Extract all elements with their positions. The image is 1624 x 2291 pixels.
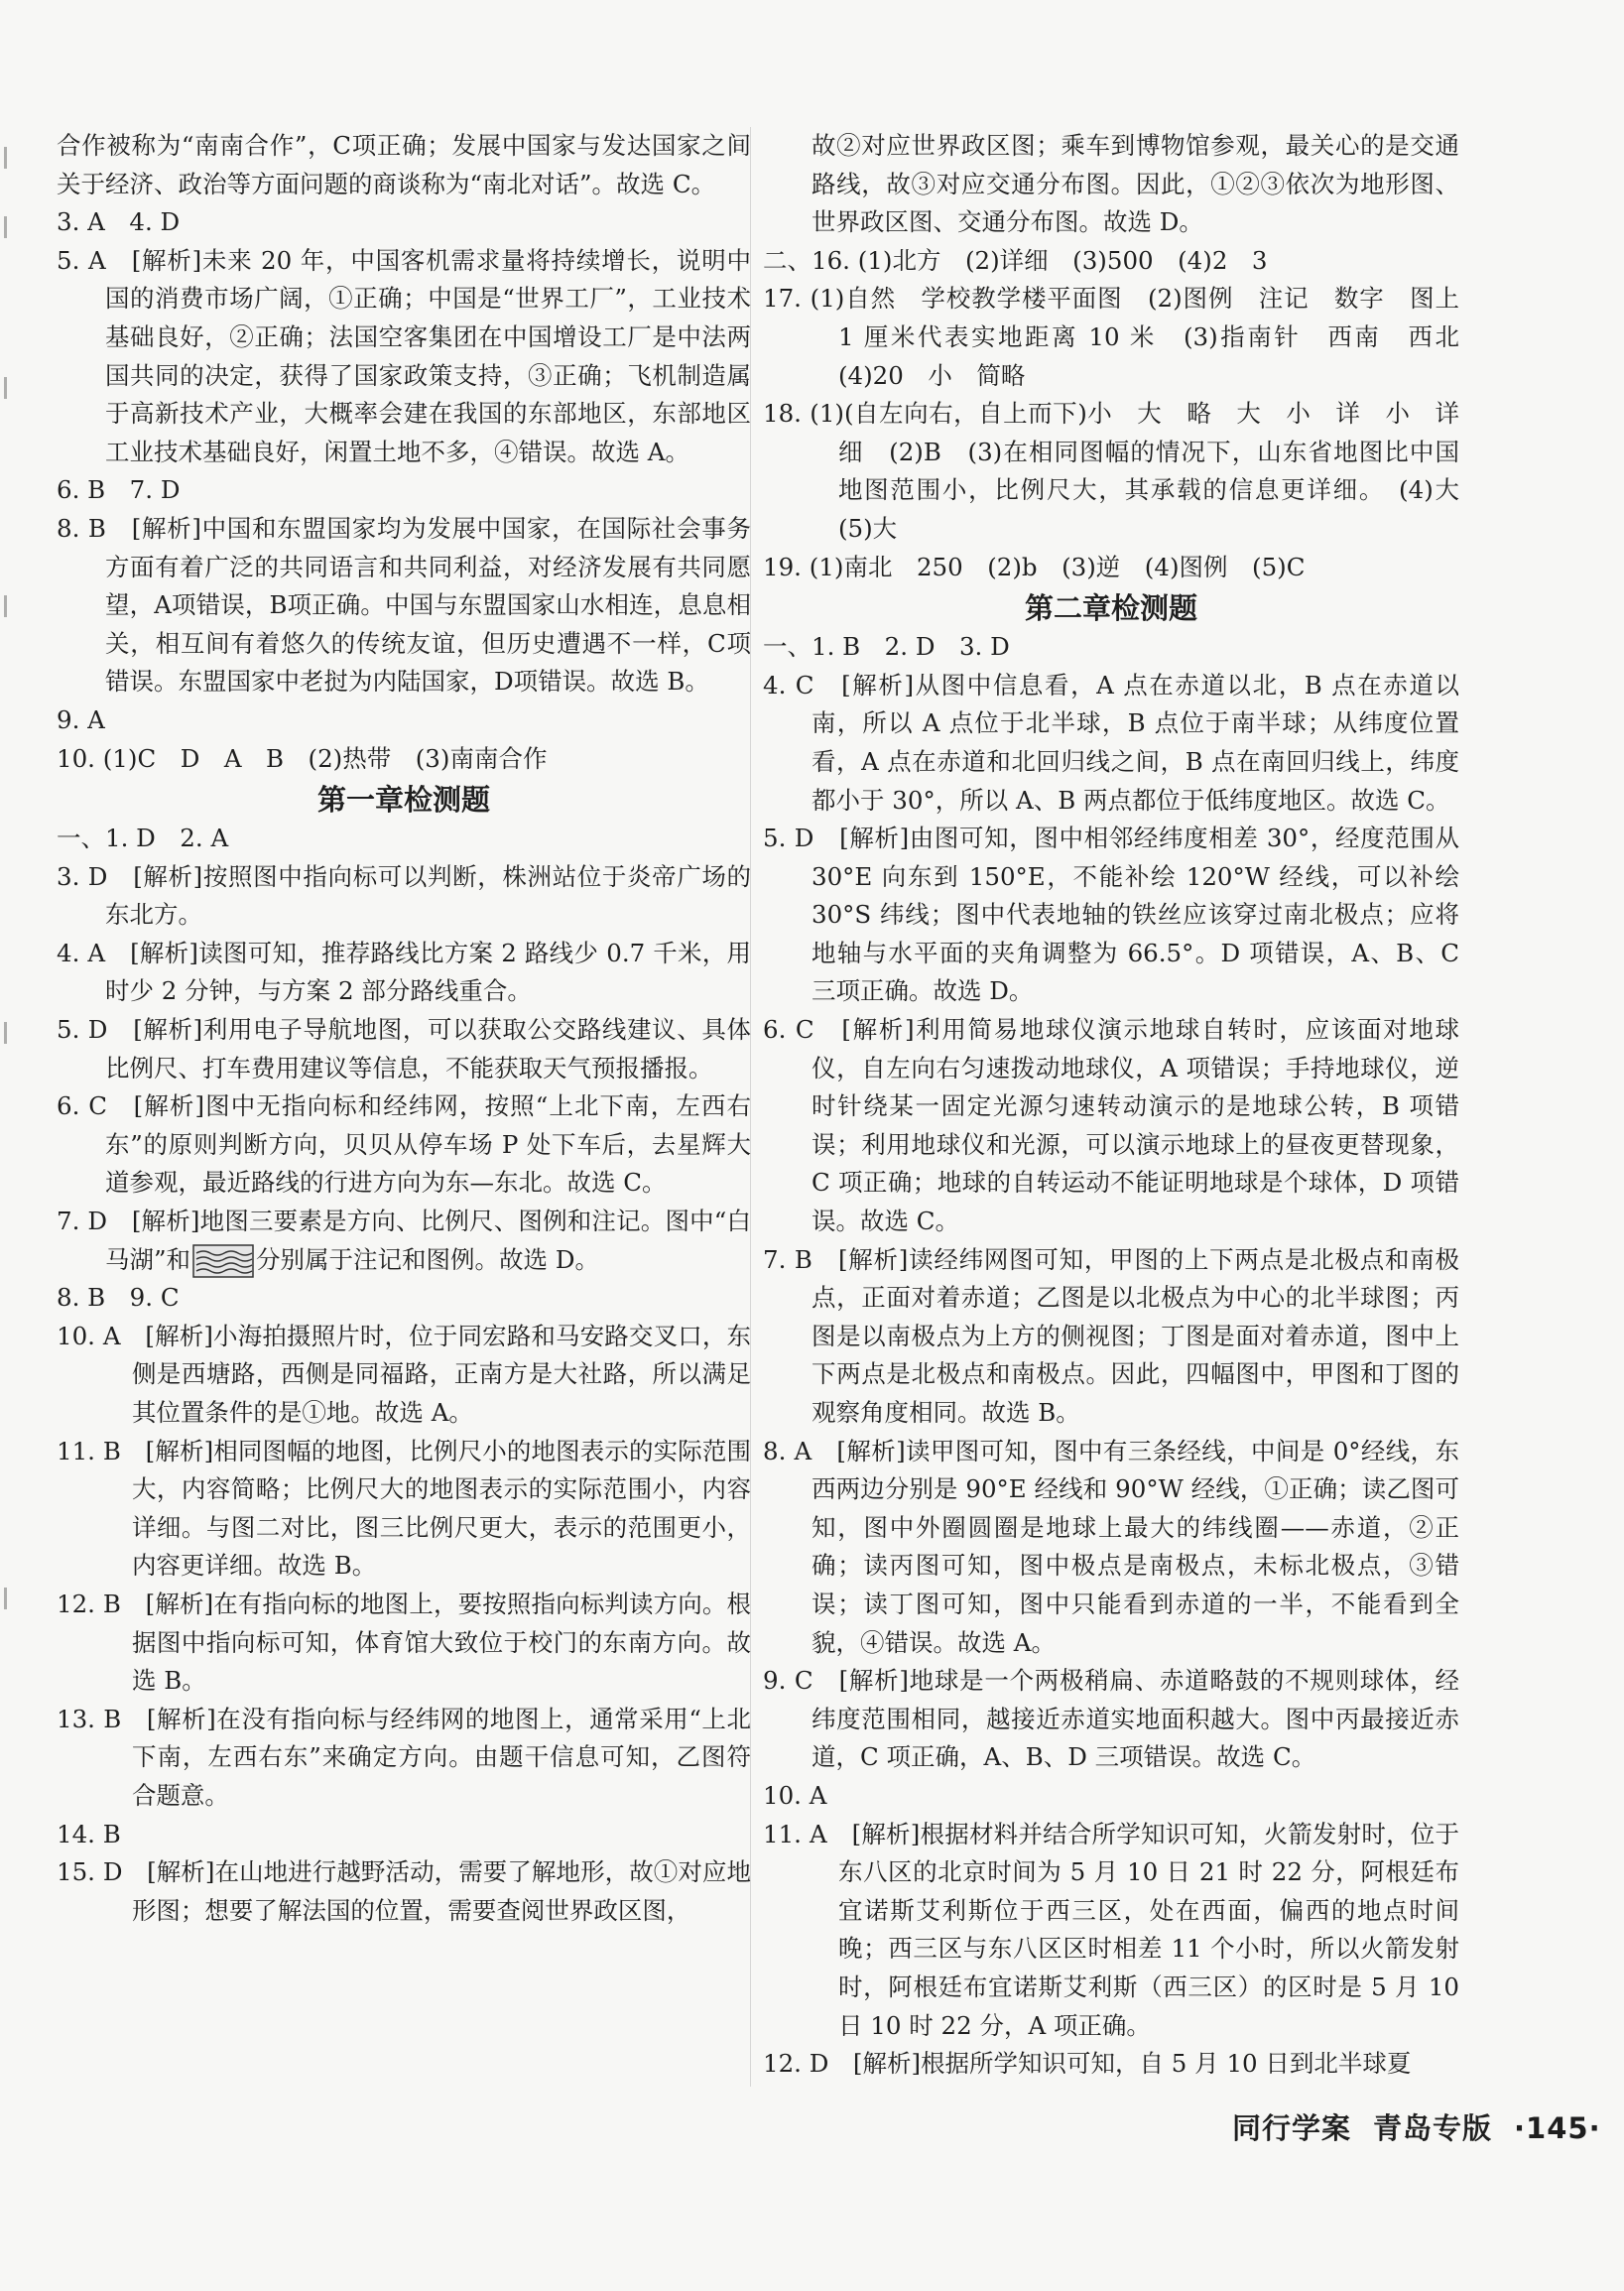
footer-brand: 同行学案 xyxy=(1232,2111,1352,2145)
binding-mark xyxy=(4,377,7,399)
left-column xyxy=(57,127,751,1930)
binding-mark xyxy=(4,216,7,238)
continued-answer: 合作被称为“南南合作”，C项正确；发展中国家与发达国家之间关于经济、政治等方面问题的商谈称为“南北对话”。故选 C。 xyxy=(57,131,751,198)
answer-item: 二、16. (1)北方 (2)详细 (3)500 (4)2 3 xyxy=(763,245,1268,275)
answer-item: 10. A xyxy=(763,1780,827,1810)
page-footer xyxy=(1232,2106,1601,2147)
answer-item: 14. B xyxy=(57,1819,121,1848)
answer-item: 12. B [解析]在有指向标的地图上，要按照指向标判读方向。根据图中指向标可知，体育馆大致位于校门的东南方向。故选 B。 xyxy=(57,1589,751,1696)
answer-item: 10. A [解析]小海拍摄照片时，位于同宏路和马安路交叉口，东侧是西塘路，西侧是同福路，正南方是大社路，所以满足其位置条件的是①地。故选 A。 xyxy=(57,1321,751,1427)
answer-item-7 xyxy=(57,1203,751,1279)
answer-item: 5. A [解析]未来 20 年，中国客机需求量将持续增长，说明中国的消费市场广阔，①正确；中国是“世界工厂”，工业技术基础良好，②正确；法国空客集团在中国增设工厂是中法两国共同的决定，获得了国家政策支持，③正确；飞机制造属于高新技术产业，大概率会建在我国的东部地区，东部地区工业技术基础良好，闲置土地不多，④错误。故选 A。 xyxy=(57,245,751,466)
answer-item: 11. A [解析]根据材料并结合所学知识可知，火箭发射时，位于东八区的北京时间为 5 月 10 日 21 时 22 分，阿根廷布宜诺斯艾利斯位于西三区，处在西面，偏西的地点时间晚；西三区与东八区区时相差 11 个小时，所以火箭发射时，阿根廷布宜诺斯艾利斯（西三区）的区时是 5 月 10 日 10 时 22 分，A 项正确。 xyxy=(763,1819,1459,2040)
answer-item: 4. A [解析]读图可知，推荐路线比方案 2 路线少 0.7 千米，用时少 2 分钟，与方案 2 部分路线重合。 xyxy=(57,938,751,1006)
answer-item: 5. D [解析]由图可知，图中相邻经纬度相差 30°，经度范围从 30°E 向东到 150°E，不能补绘 120°W 经线，可以补绘 30°S 纬线；图中代表地轴的铁丝应该穿过南北极点；应将地轴与水平面的夹角调整为 66.5°。D 项错误，A、B、C 三项正确。故选 D。 xyxy=(763,824,1459,1006)
answer-item: 3. A 4. D xyxy=(57,207,181,237)
binding-mark xyxy=(4,147,7,169)
answer-text: 7. D [解析]地图三要素是方向、比例尺、图例和注记。图中“白马湖”和 xyxy=(57,1207,751,1274)
answer-item: 6. C [解析]利用简易地球仪演示地球自转时，应该面对地球仪，自左向右匀速拨动地球仪，A 项错误；手持地球仪，逆时针绕某一固定光源匀速转动演示的是地球公转，B 项错误；利用地球仪和光源，可以演示地球上的昼夜更替现象，C 项正确；地球的自转运动不能证明地球是个球体，D 项错误。故选 C。 xyxy=(763,1015,1459,1236)
answer-text: 分别属于注记和图例。故选 D。 xyxy=(256,1244,599,1274)
answer-item: 11. B [解析]相同图幅的地图，比例尺小的地图表示的实际范围大，内容简略；比例尺大的地图表示的实际范围小，内容详细。与图二对比，图三比例尺更大，表示的范围更小，内容更详细。故选 B。 xyxy=(57,1436,751,1581)
answer-item: 9. A xyxy=(57,704,105,734)
binding-mark xyxy=(4,595,7,617)
answer-item: 10. (1)C D A B (2)热带 (3)南南合作 xyxy=(57,743,548,773)
chapter-1-heading: 第一章检测题 xyxy=(316,783,490,818)
chapter-2-heading: 第二章检测题 xyxy=(1024,591,1197,626)
answer-item: 5. D [解析]利用电子导航地图，可以获取公交路线建议、具体比例尺、打车费用建议等信息，不能获取天气预报播报。 xyxy=(57,1015,751,1082)
answer-item: 6. B 7. D xyxy=(57,475,181,505)
binding-mark xyxy=(4,1588,7,1609)
answer-item: 一、1. B 2. D 3. D xyxy=(763,632,1010,662)
answer-item: 7. B [解析]读经纬网图可知，甲图的上下两点是北极点和南极点，正面对着赤道；乙图是以北极点为中心的北半球图；丙图是以南极点为上方的侧视图；丁图是面对着赤道，图中上下两点是北极点和南极点。因此，四幅图中，甲图和丁图的观察角度相同。故选 B。 xyxy=(763,1244,1459,1427)
footer-edition: 青岛专版 xyxy=(1373,2111,1493,2145)
answer-item: 8. A [解析]读甲图可知，图中有三条经线，中间是 0°经线，东西两边分别是 90°E 经线和 90°W 经线，①正确；读乙图可知，图中外圈圆圈是地球上最大的纬线圈——赤道，②正确；读丙图可知，图中极点是南极点，未标北极点，③错误；读丁图可知，图中只能看到赤道的一半，不能看到全貌，④错误。故选 A。 xyxy=(763,1436,1459,1657)
answer-item: 9. C [解析]地球是一个两极稍扁、赤道略鼓的不规则球体，经纬度范围相同，越接近赤道实地面积越大。图中丙最接近赤道，C 项正确，A、B、D 三项错误。故选 C。 xyxy=(763,1666,1459,1772)
answer-item: 3. D [解析]按照图中指向标可以判断，株洲站位于炎帝广场的东北方。 xyxy=(57,861,751,930)
answer-item: 17. (1)自然 学校教学楼平面图 (2)图例 注记 数字 图上 1 厘米代表实地距离 10 米 (3)指南针 西南 西北 (4)20 小 简略 xyxy=(763,284,1484,390)
answer-item: 13. B [解析]在没有指向标与经纬网的地图上，通常采用“上北下南，左西右东”来确定方向。由题干信息可知，乙图符合题意。 xyxy=(57,1704,751,1810)
answer-item: 15. D [解析]在山地进行越野活动，需要了解地形，故①对应地形图；想要了解法国的位置，需要查阅世界政区图， xyxy=(57,1857,751,1925)
binding-edge xyxy=(0,0,28,2291)
answer-item: 18. (1)(自左向右，自上而下)小 大 略 大 小 详 小 详细 (2)B (3)在相同图幅的情况下，山东省地图比中国地图范围小，比例尺大，其承载的信息更详细。 (4)大 (5)大 xyxy=(763,399,1484,543)
answer-item: 19. (1)南北 250 (2)b (3)逆 (4)图例 (5)C xyxy=(763,552,1306,581)
answer-item: 4. C [解析]从图中信息看，A 点在赤道以北，B 点在赤道以南，所以 A 点位于北半球，B 点位于南半球；从纬度位置看，A 点在赤道和北回归线之间，B 点在南回归线上，纬度都小于 30°，所以 A、B 两点都位于低纬度地区。故选 C。 xyxy=(763,670,1459,815)
binding-mark xyxy=(4,1022,7,1044)
continued-answer: 故②对应世界政区图；乘车到博物馆参观，最关心的是交通路线，故③对应交通分布图。因此，①②③依次为地形图、世界政区图、交通分布图。故选 D。 xyxy=(812,131,1459,237)
right-column xyxy=(763,127,1484,2084)
answer-item: 一、1. D 2. A xyxy=(57,824,229,853)
answer-item: 8. B 9. C xyxy=(57,1283,180,1313)
answer-item: 8. B [解析]中国和东盟国家均为发展中国家，在国际社会事务方面有着广泛的共同语言和共同利益，对经济发展有共同愿望，A项错误，B项正确。中国与东盟国家山水相连，息息相关，相互间有着悠久的传统友谊，但历史遭遇不一样，C项错误。东盟国家中老挝为内陆国家，D项错误。故选 B。 xyxy=(57,513,751,697)
page-number: ·145· xyxy=(1514,2111,1601,2145)
water-hatch-symbol-icon xyxy=(192,1244,254,1278)
answer-item: 12. D [解析]根据所学知识可知，自 5 月 10 日到北半球夏 xyxy=(763,2049,1412,2079)
answer-item: 6. C [解析]图中无指向标和经纬网，按照“上北下南，左西右东”的原则判断方向，贝贝从停车场 P 处下车后，去星辉大道参观，最近路线的行进方向为东—东北。故选 C。 xyxy=(57,1091,751,1198)
